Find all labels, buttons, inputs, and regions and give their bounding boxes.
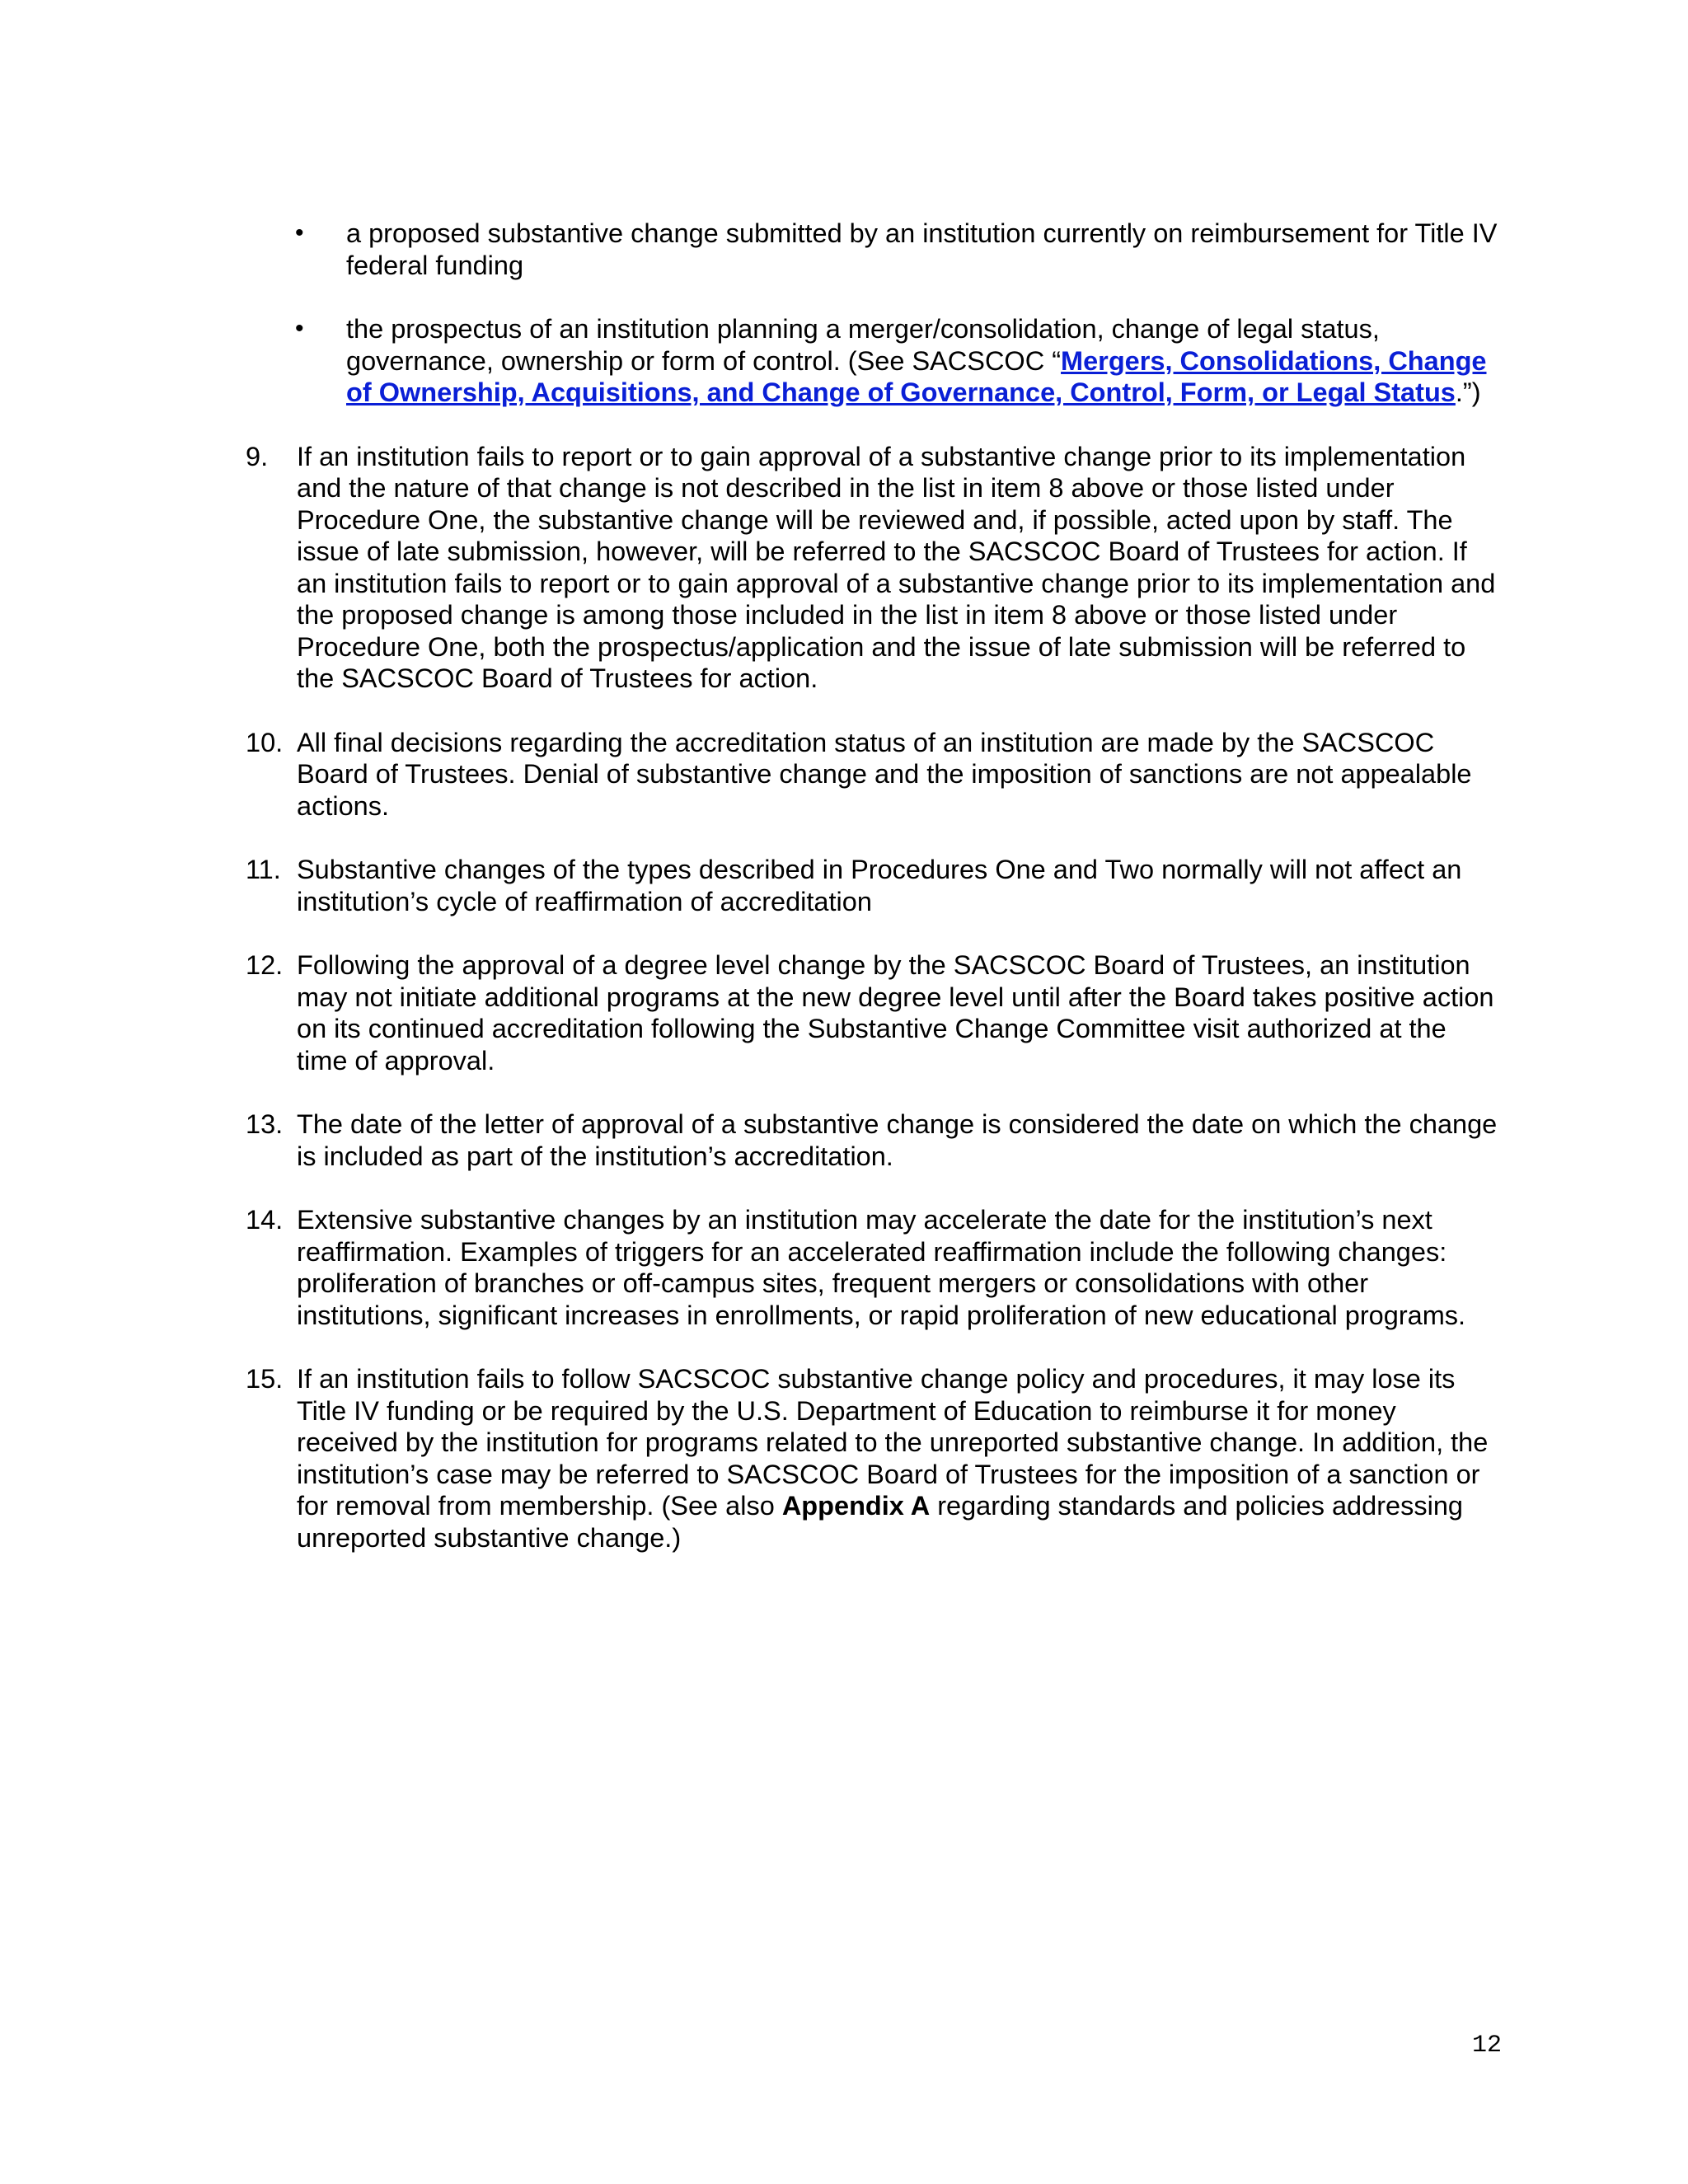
page-content (246, 218, 1498, 1586)
item-text: Substantive changes of the types described in Procedures One and Two normally will not affect an institution’s cycle of reaffirmation of accreditation (297, 855, 1462, 916)
list-item-15 (246, 1363, 1498, 1554)
item-text-before: If an institution fails to follow SACSCOC substantive change policy and procedures, it may lose its Title IV funding or be required by the U.S. Department of Education to reimburse it for money received by the institution for programs related to the unreported substantive change. In addition, the institution’s case may be referred to SACSCOC Board of Trustees for the imposition of a sanction or for removal from membership. (See also (297, 1364, 1489, 1521)
bullet-marker: • (295, 315, 304, 342)
numbered-list (246, 441, 1498, 1554)
item-text: Extensive substantive changes by an institution may accelerate the date for the institution’s next reaffirmation. Examples of triggers for an accelerated reaffirmation include the following changes: proliferation of branches or off-campus sites, frequent mergers or consolidations with other institutions, significant increases in enrollments, or rapid proliferation of new educational programs. (297, 1205, 1466, 1330)
item-number: 12. (246, 950, 284, 980)
item-number: 13. (246, 1109, 284, 1139)
list-item-13 (246, 1108, 1498, 1172)
item-number: 9. (246, 441, 269, 471)
list-item-11 (246, 854, 1498, 917)
item-text: The date of the letter of approval of a substantive change is considered the date on which the change is included as part of the institution’s accreditation. (297, 1109, 1498, 1171)
item-number: 11. (246, 855, 281, 884)
list-item-14 (246, 1204, 1498, 1331)
item-number: 10. (246, 727, 284, 757)
item-text: All final decisions regarding the accreditation status of an institution are made by the SACSCOC Board of Trustees. Denial of substantive change and the imposition of sanctions are not appealable actions. (297, 727, 1472, 821)
item-text: If an institution fails to report or to gain approval of a substantive change prior to its implementation and the nature of that change is not described in the list in item 8 above or those listed under Procedure One, the substantive change will be reviewed and, if possible, acted upon by staff. The issue of late submission, however, will be referred to the SACSCOC Board of Trustees for action. If an institution fails to report or to gain approval of a substantive change prior to its implementation and the proposed change is among those included in the list in item 8 above or those listed under Procedure One, both the prospectus/application and the issue of late submission will be referred to the SACSCOC Board of Trustees for action. (297, 441, 1496, 693)
bullet-list (246, 218, 1498, 409)
list-item-9 (246, 441, 1498, 695)
item-number: 15. (246, 1364, 284, 1394)
mergers-policy-link[interactable]: Mergers, Consolidations, Change of Ownership, Acquisitions, and Change of Governance, Control, Form, or Legal Status (346, 345, 1487, 407)
page-number: 12 (1471, 2032, 1502, 2060)
bullet-text-before: the prospectus of an institution planning a merger/consolidation, change of legal status, governance, ownership or form of control. (See SACSCOC “ (346, 314, 1380, 376)
bullet-item-reimbursement (246, 218, 1498, 281)
item-text: Following the approval of a degree level change by the SACSCOC Board of Trustees, an institution may not initiate additional programs at the new degree level until after the Board takes positive action on its continued accreditation following the Substantive Change Committee visit authorized at the time of approval. (297, 950, 1494, 1076)
item-text-after: regarding standards and policies addressing unreported substantive change.) (297, 1491, 1463, 1553)
bullet-item-prospectus (246, 313, 1498, 409)
list-item-10 (246, 727, 1498, 823)
item-number: 14. (246, 1205, 284, 1235)
appendix-a-reference: Appendix A (781, 1491, 931, 1521)
bullet-text: a proposed substantive change submitted by an institution currently on reimbursement for Title IV federal funding (346, 218, 1498, 280)
bullet-marker: • (295, 219, 304, 246)
list-item-12 (246, 949, 1498, 1076)
bullet-text-after: .”) (1455, 377, 1481, 407)
